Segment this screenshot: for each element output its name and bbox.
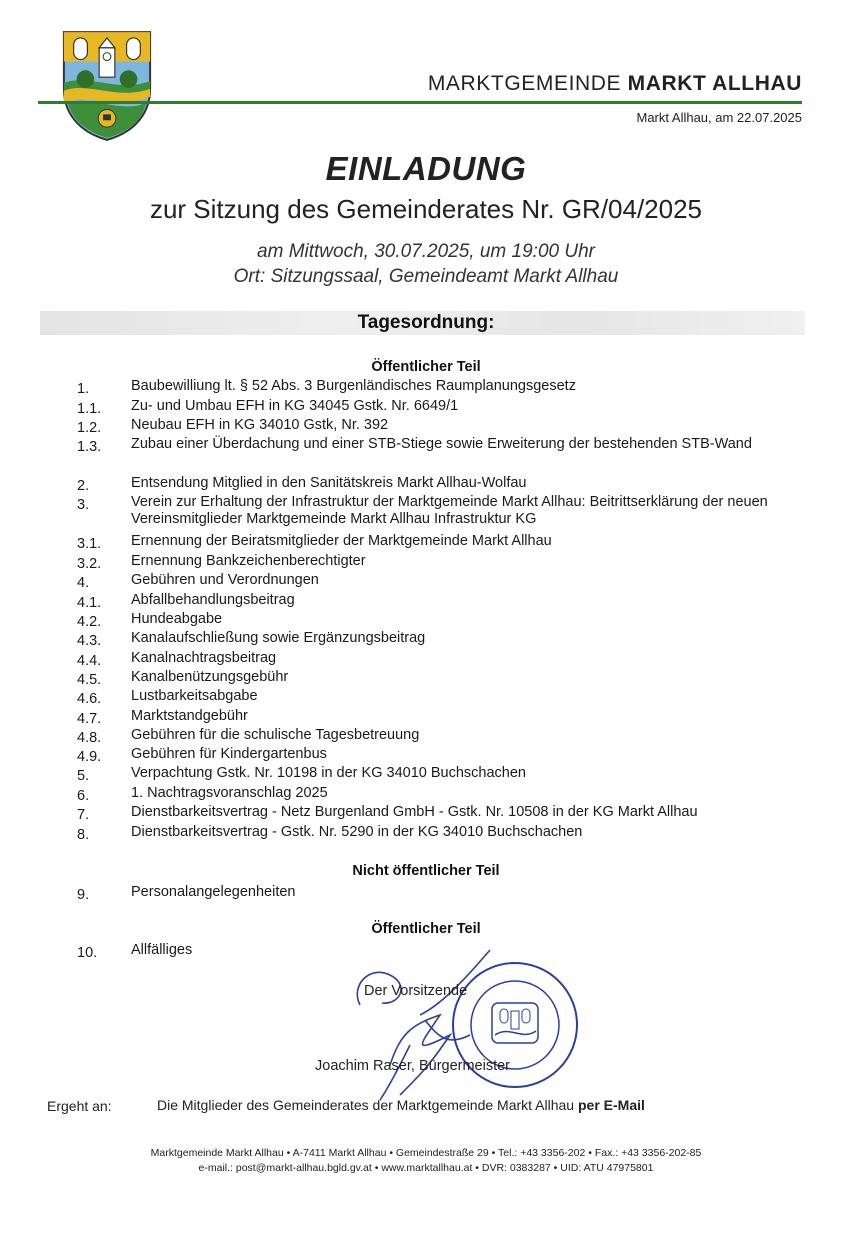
municipality-heading [428,72,802,96]
agenda-item-number: 1. [77,381,90,397]
distribution-text [157,1097,645,1113]
agenda-item-text: Abfallbehandlungsbeitrag [131,592,295,608]
distribution-recipients: Die Mitglieder des Gemeinderates der Marktgemeinde Markt Allhau [157,1097,575,1113]
agenda-item-text: Dienstbarkeitsvertrag - Gstk. Nr. 5290 in der KG 34010 Buchschachen [131,824,583,840]
signature-stamp-area [330,945,590,1105]
agenda-item-number: 4.2. [77,614,102,630]
header-divider-line [38,101,802,104]
agenda-item-text: Lustbarkeitsabgabe [131,688,258,704]
agenda-item-text: Dienstbarkeitsvertrag - Netz Burgenland GmbH - Gstk. Nr. 10508 in der KG Markt Allhau [131,804,698,820]
agenda-item-number: 4.1. [77,595,102,611]
agenda-item-number: 4.9. [77,749,102,765]
municipal-crest-logo [58,28,156,142]
document-title: EINLADUNG [325,150,527,187]
agenda-item-text: Marktstandgebühr [131,708,248,724]
footer-contact: e-mail.: post@markt-allhau.bgld.gv.at • www.marktallhau.at • DVR: 0383287 • UID: ATU 47975801 [198,1162,654,1174]
agenda-item-number: 4.7. [77,711,102,727]
agenda-item-text: Kanalaufschließung sowie Ergänzungsbeitrag [131,630,426,646]
agenda-item-number: 2. [77,478,90,494]
agenda-item-text: Verein zur Erhaltung der Infrastruktur der Marktgemeinde Markt Allhau: Beitrittserklärung der neuen Vereinsmitglieder Marktgemeinde Markt Allhau Infrastruktur KG [131,494,768,527]
agenda-item-number: 6. [77,788,90,804]
section-heading-public: Öffentlicher Teil [371,359,481,375]
agenda-item-text: Ernennung der Beiratsmitglieder der Marktgemeinde Markt Allhau [131,533,552,549]
municipality-name: MARKT ALLHAU [627,72,802,95]
agenda-item-number: 4. [77,575,90,591]
agenda-item-text: Ernennung Bankzeichenberechtigter [131,553,366,569]
footer-address: Marktgemeinde Markt Allhau • A-7411 Markt Allhau • Gemeindestraße 29 • Tel.: +43 3356-202 • Fax.: +43 3356-202-85 [150,1147,702,1159]
agenda-item-number: 7. [77,807,90,823]
agenda-item-text: Baubewilliung lt. § 52 Abs. 3 Burgenländisches Raumplanungsgesetz [131,378,576,394]
agenda-item-text: Kanalnachtragsbeitrag [131,650,277,666]
agenda-item-number: 10. [77,945,98,961]
agenda-item-number: 4.5. [77,672,102,688]
document-date: Markt Allhau, am 22.07.2025 [636,110,802,125]
agenda-item-number: 3.1. [77,536,102,552]
agenda-item-number: 4.4. [77,653,102,669]
agenda-item-text: Gebühren für Kindergartenbus [131,746,327,762]
meeting-date: am Mittwoch, 30.07.2025, um 19:00 Uhr [257,241,595,262]
agenda-item-text: Neubau EFH in KG 34010 Gstk, Nr. 392 [131,417,389,433]
signer-name: Joachim Raser, Bürgermeister [315,1058,511,1074]
agenda-item-text: Personalangelegenheiten [131,884,296,900]
agenda-heading: Tagesordnung: [357,312,495,333]
agenda-item-text: Gebühren und Verordnungen [131,572,319,588]
agenda-item-text: Zu- und Umbau EFH in KG 34045 Gstk. Nr. 6649/1 [131,398,459,414]
agenda-item-text: Verpachtung Gstk. Nr. 10198 in der KG 34010 Buchschachen [131,765,526,781]
agenda-item-number: 5. [77,768,90,784]
section-heading-nonpublic: Nicht öffentlicher Teil [352,863,500,879]
agenda-item-text: Zubau einer Überdachung und einer STB-Stiege sowie Erweiterung der bestehenden STB-Wand [131,436,752,452]
agenda-item-text: Kanalbenützungsgebühr [131,669,289,685]
agenda-item-number: 1.1. [77,401,102,417]
agenda-item-number: 8. [77,827,90,843]
agenda-item-number: 1.2. [77,420,102,436]
distribution-method: per E-Mail [577,1097,645,1113]
agenda-item-text: Allfälliges [131,942,193,958]
agenda-item-number: 3.2. [77,556,102,572]
agenda-item-text: 1. Nachtragsvoranschlag 2025 [131,785,328,801]
handwritten-signature [357,950,490,1100]
agenda-item-number: 4.3. [77,633,102,649]
signature-label: Der Vorsitzende [364,983,468,999]
agenda-item-number: 4.6. [77,691,102,707]
agenda-item-text: Hundeabgabe [131,611,223,627]
agenda-item-text: Gebühren für die schulische Tagesbetreuung [131,727,420,743]
section-heading-public-2: Öffentlicher Teil [371,921,481,937]
agenda-item-number: 4.8. [77,730,102,746]
municipality-prefix: MARKTGEMEINDE [427,72,622,95]
document-subtitle: zur Sitzung des Gemeinderates Nr. GR/04/2025 [149,194,703,224]
agenda-item-number: 1.3. [77,439,102,455]
agenda-item-number: 3. [77,497,90,513]
agenda-item-text: Entsendung Mitglied in den Sanitätskreis Markt Allhau-Wolfau [131,475,527,491]
meeting-place: Ort: Sitzungssaal, Gemeindeamt Markt Allhau [233,266,619,287]
distribution-label: Ergeht an: [47,1098,112,1114]
agenda-item-number: 9. [77,887,90,903]
